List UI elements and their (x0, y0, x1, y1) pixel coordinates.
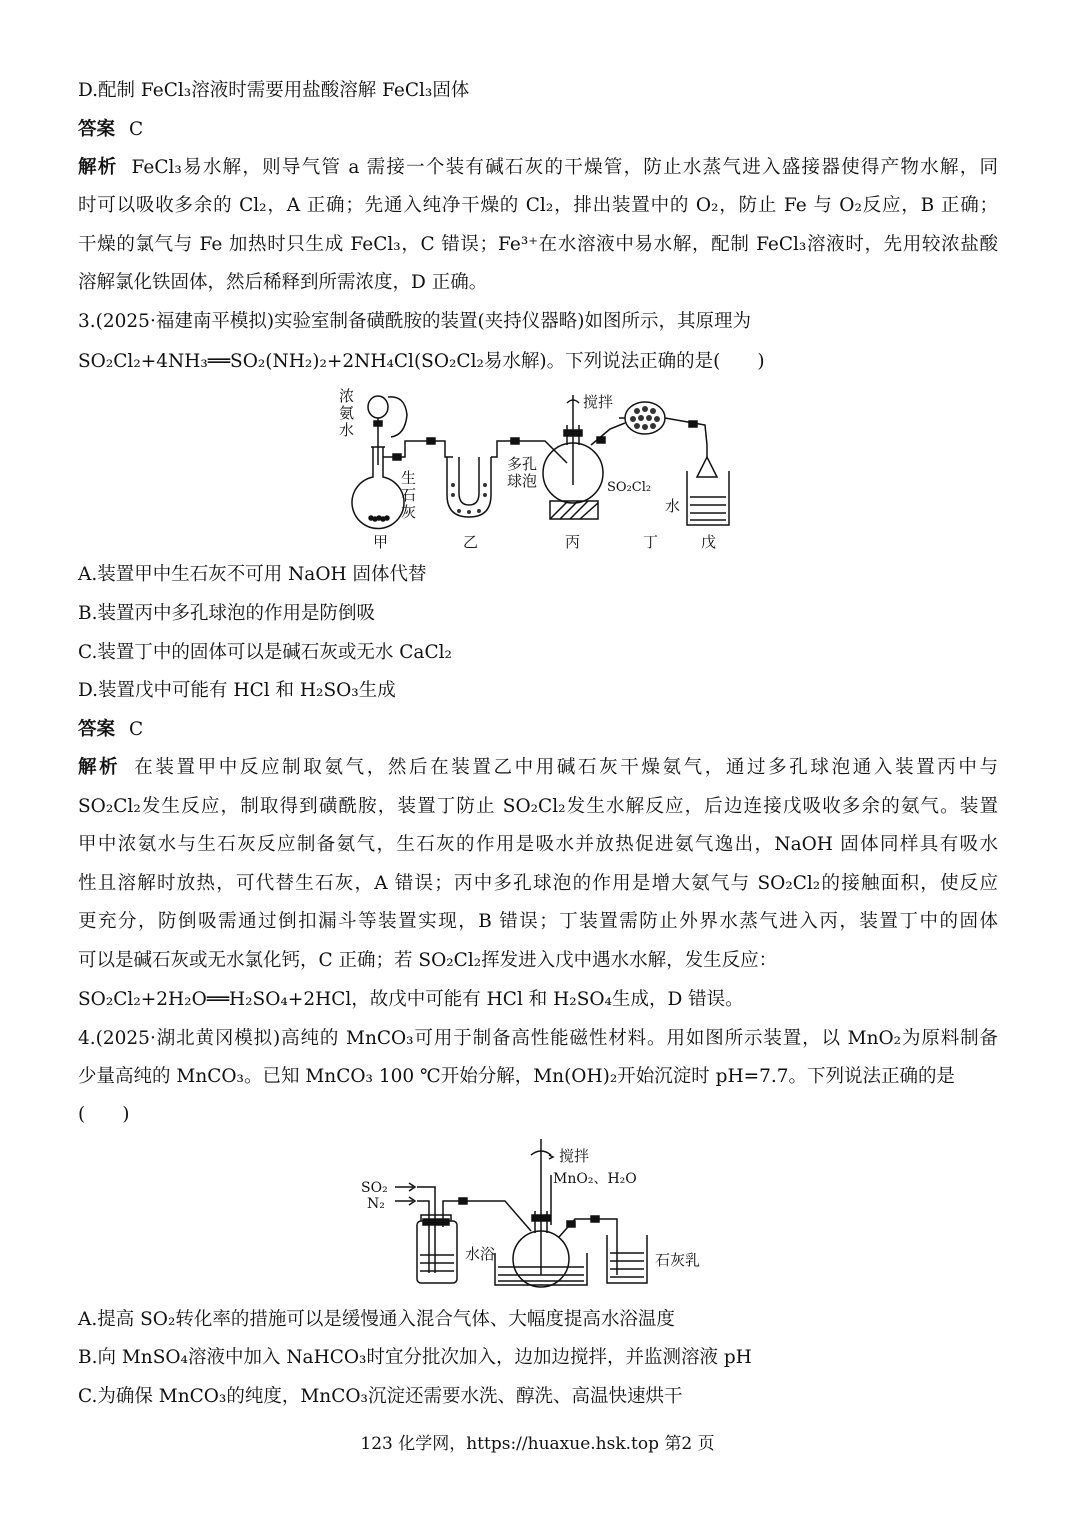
answer-label: 答案 (78, 719, 116, 740)
explanation-q2-line3: 干燥的氯气与 Fe 加热时只生成 FeCl₃，C 错误；Fe³⁺在水溶液中易水解，配制 FeCl₃溶液时，先用较浓盐酸 (78, 234, 998, 255)
page-footer: 123 化学网，https://huaxue.hsk.top 第2 页 (360, 1434, 715, 1454)
explanation-text: FeCl₃易水解，则导气管 a 需接一个装有碱石灰的干燥管，防止水蒸气进入盛接器使得产物水解，同 (131, 157, 998, 178)
question-3-equation: SO₂Cl₂+4NH₃══SO₂(NH₂)₂+2NH₄Cl(SO₂Cl₂易水解)。下列说法正确的是( ) (78, 351, 765, 372)
label-apparatus-bing: 丙 (565, 533, 581, 551)
label-stir-2: 搅拌 (559, 1147, 590, 1165)
apparatus-figure-2 (355, 1135, 725, 1295)
option-d-q3: D.装置戊中可能有 HCl 和 H₂SO₃生成 (78, 680, 396, 701)
answer-q2 (78, 117, 998, 143)
answer-value: C (129, 119, 144, 140)
label-apparatus-yi: 乙 (463, 533, 479, 551)
question-3-stem: 3.(2025·福建南平模拟)实验室制备磺酰胺的装置(夹持仪器略)如图所示，其原理为 (78, 311, 751, 332)
question-4-stem-2: 少量高纯的 MnCO₃。已知 MnCO₃ 100 ℃开始分解，Mn(OH)₂开始沉淀时 pH=7.7。下列说法正确的是 (78, 1066, 956, 1087)
label-bubbler: 球泡 (507, 472, 538, 490)
explanation-label: 解析 (78, 757, 121, 778)
label-quicklime-2: 石 (401, 486, 417, 504)
option-a-q3: A.装置甲中生石灰不可用 NaOH 固体代替 (78, 564, 427, 585)
explanation-q3-line6: 可以是碱石灰或无水氯化钙，C 正确；若 SO₂Cl₂挥发进入戊中遇水水解，发生反应： (78, 950, 778, 971)
explanation-q2-line2: 时可以吸收多余的 Cl₂，A 正确；先通入纯净干燥的 Cl₂，排出装置中的 O₂，防止 Fe 与 O₂反应，B 正确； (78, 195, 998, 216)
explanation-q3-line5: 更充分，防倒吸需通过倒扣漏斗等装置实现，B 错误；丁装置需防止外界水蒸气进入丙，装置丁中的固体 (78, 911, 998, 932)
label-ammonia: 氨 (339, 404, 355, 422)
option-c-q3: C.装置丁中的固体可以是碱石灰或无水 CaCl₂ (78, 642, 452, 663)
label-water-2: 水 (665, 497, 681, 515)
apparatus-figure-1 (335, 385, 735, 553)
label-so2cl2: SO₂Cl₂ (607, 480, 652, 495)
label-quicklime-1: 生 (401, 469, 417, 487)
option-d-q2: D.配制 FeCl₃溶液时需要用盐酸溶解 FeCl₃固体 (78, 80, 470, 101)
label-apparatus-ding: 丁 (643, 533, 659, 551)
label-n2: N₂ (367, 1196, 385, 1212)
label-quicklime-3: 灰 (401, 503, 417, 521)
label-concentrated: 浓 (339, 387, 355, 405)
option-c-q4: C.为确保 MnCO₃的纯度，MnCO₃沉淀还需要水洗、醇洗、高温快速烘干 (78, 1386, 683, 1407)
label-water-1: 水 (339, 421, 355, 439)
label-stir-1: 搅拌 (583, 393, 614, 411)
label-mno2-water: MnO₂、H₂O (553, 1171, 637, 1187)
explanation-q3-line7: SO₂Cl₂+2H₂O══H₂SO₄+2HCl，故戊中可能有 HCl 和 H₂SO₄生成，D 错误。 (78, 989, 744, 1010)
option-b-q3: B.装置丙中多孔球泡的作用是防倒吸 (78, 603, 375, 624)
explanation-q3-line4: 性且溶解时放热，可代替生石灰，A 错误；丙中多孔球泡的作用是增大氨气与 SO₂Cl₂的接触面积，使反应 (78, 873, 998, 894)
option-a-q4: A.提高 SO₂转化率的措施可以是缓慢通入混合气体、大幅度提高水浴温度 (78, 1309, 675, 1330)
explanation-label: 解析 (78, 157, 118, 178)
option-b-q4: B.向 MnSO₄溶液中加入 NaHCO₃时宜分批次加入，边加边搅拌，并监测溶液 pH (78, 1347, 752, 1368)
explanation-q3-line3: 甲中浓氨水与生石灰反应制备氨气，生石灰的作用是吸水并放热促进氨气逸出，NaOH 固体同样具有吸水 (78, 834, 998, 855)
answer-q3 (78, 717, 998, 743)
label-apparatus-jia: 甲 (373, 533, 389, 551)
question-4-blank: ( ) (78, 1104, 130, 1125)
apparatus-drawing-1 (335, 385, 735, 553)
answer-label: 答案 (78, 119, 116, 140)
question-4-stem-1: 4.(2025·湖北黄冈模拟)高纯的 MnCO₃可用于制备高性能磁性材料。用如图所示装置，以 MnO₂为原料制备 (78, 1028, 998, 1049)
label-water-bath: 水浴 (465, 1245, 496, 1263)
apparatus-drawing-2 (355, 1135, 725, 1295)
label-apparatus-wu: 戊 (701, 533, 717, 551)
explanation-q2-line1 (78, 155, 998, 181)
label-so2: SO₂ (361, 1180, 388, 1196)
explanation-q3-line2: SO₂Cl₂发生反应，制取得到磺酰胺，装置丁防止 SO₂Cl₂发生水解反应，后边连接戊吸收多余的氨气。装置 (78, 796, 998, 817)
answer-value: C (129, 719, 144, 740)
explanation-q3-line1 (78, 755, 998, 781)
label-lime-milk: 石灰乳 (655, 1251, 701, 1269)
explanation-q2-line4: 溶解氯化铁固体，然后稀释到所需浓度，D 正确。 (78, 272, 488, 293)
explanation-text: 在装置甲中反应制取氨气，然后在装置乙中用碱石灰干燥氨气，通过多孔球泡通入装置丙中与 (134, 757, 998, 778)
label-porous: 多孔 (507, 455, 538, 473)
